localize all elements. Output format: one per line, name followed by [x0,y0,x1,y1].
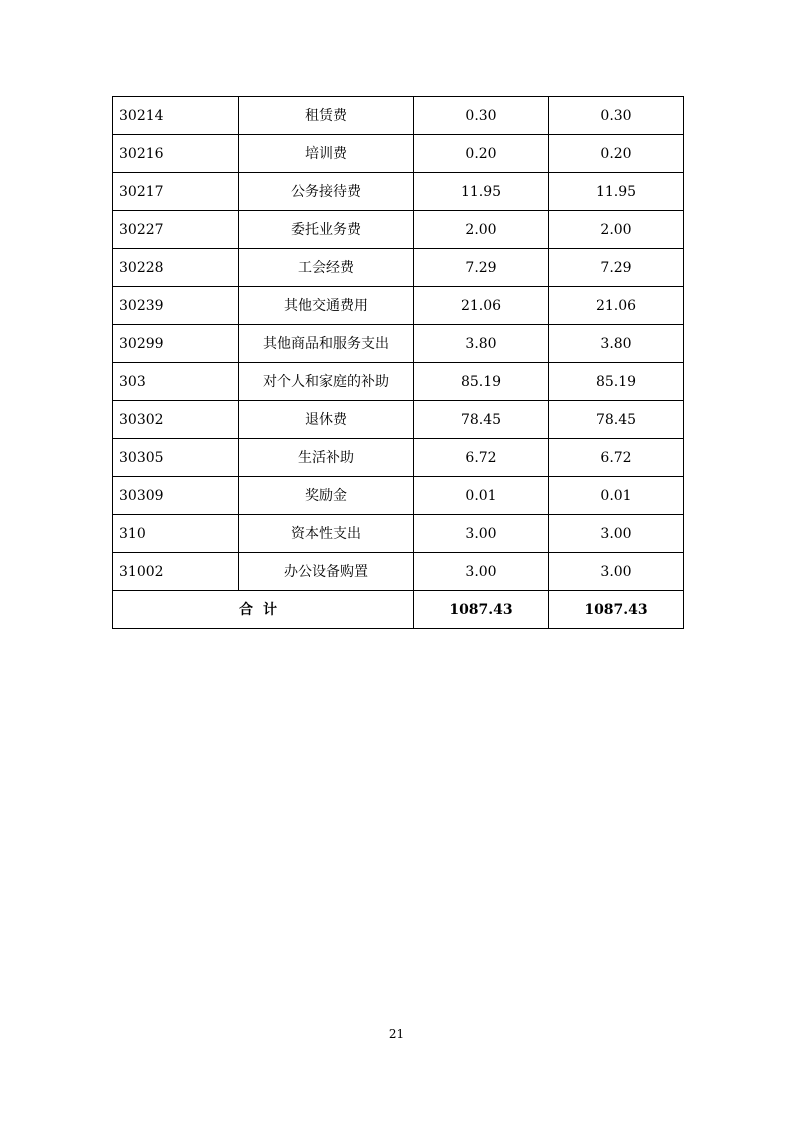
total-value-1: 1087.43 [414,591,549,629]
row-name: 培训费 [239,135,414,173]
row-name: 其他商品和服务支出 [239,325,414,363]
row-value-2: 3.00 [549,553,684,591]
row-code: 30216 [113,135,239,173]
table-row [113,97,684,135]
row-value-1: 0.20 [414,135,549,173]
row-code: 31002 [113,553,239,591]
row-name: 资本性支出 [239,515,414,553]
row-value-2: 11.95 [549,173,684,211]
row-name: 办公设备购置 [239,553,414,591]
total-label: 合计 [113,591,414,629]
row-code: 30217 [113,173,239,211]
row-name: 公务接待费 [239,173,414,211]
table-row [113,515,684,553]
row-name: 委托业务费 [239,211,414,249]
table-row [113,135,684,173]
row-value-1: 0.30 [414,97,549,135]
row-value-2: 78.45 [549,401,684,439]
row-code: 30227 [113,211,239,249]
row-value-2: 6.72 [549,439,684,477]
row-code: 30305 [113,439,239,477]
row-code: 30239 [113,287,239,325]
table-row [113,477,684,515]
row-code: 30309 [113,477,239,515]
row-value-2: 2.00 [549,211,684,249]
row-code: 310 [113,515,239,553]
row-value-1: 0.01 [414,477,549,515]
row-value-1: 2.00 [414,211,549,249]
row-value-1: 7.29 [414,249,549,287]
row-value-2: 0.30 [549,97,684,135]
total-row [113,591,684,629]
row-value-1: 78.45 [414,401,549,439]
row-code: 30302 [113,401,239,439]
row-code: 30299 [113,325,239,363]
row-name: 其他交通费用 [239,287,414,325]
row-name: 租赁费 [239,97,414,135]
row-value-1: 85.19 [414,363,549,401]
row-value-1: 6.72 [414,439,549,477]
table-row [113,439,684,477]
row-value-1: 3.80 [414,325,549,363]
table-row [113,401,684,439]
total-value-2: 1087.43 [549,591,684,629]
row-code: 30214 [113,97,239,135]
row-value-2: 3.80 [549,325,684,363]
table-row [113,363,684,401]
row-name: 工会经费 [239,249,414,287]
row-value-1: 3.00 [414,515,549,553]
row-value-2: 0.20 [549,135,684,173]
table-row [113,173,684,211]
row-value-2: 85.19 [549,363,684,401]
row-value-1: 21.06 [414,287,549,325]
budget-table [112,96,684,629]
table-row [113,287,684,325]
row-value-2: 3.00 [549,515,684,553]
row-value-2: 0.01 [549,477,684,515]
row-code: 303 [113,363,239,401]
row-value-1: 11.95 [414,173,549,211]
table-row [113,325,684,363]
row-code: 30228 [113,249,239,287]
table-row [113,249,684,287]
row-name: 对个人和家庭的补助 [239,363,414,401]
budget-table-body [113,97,684,629]
table-row [113,211,684,249]
row-name: 生活补助 [239,439,414,477]
table-row [113,553,684,591]
row-name: 退休费 [239,401,414,439]
row-value-2: 7.29 [549,249,684,287]
row-value-2: 21.06 [549,287,684,325]
row-value-1: 3.00 [414,553,549,591]
row-name: 奖励金 [239,477,414,515]
page-number: 21 [388,1027,405,1041]
